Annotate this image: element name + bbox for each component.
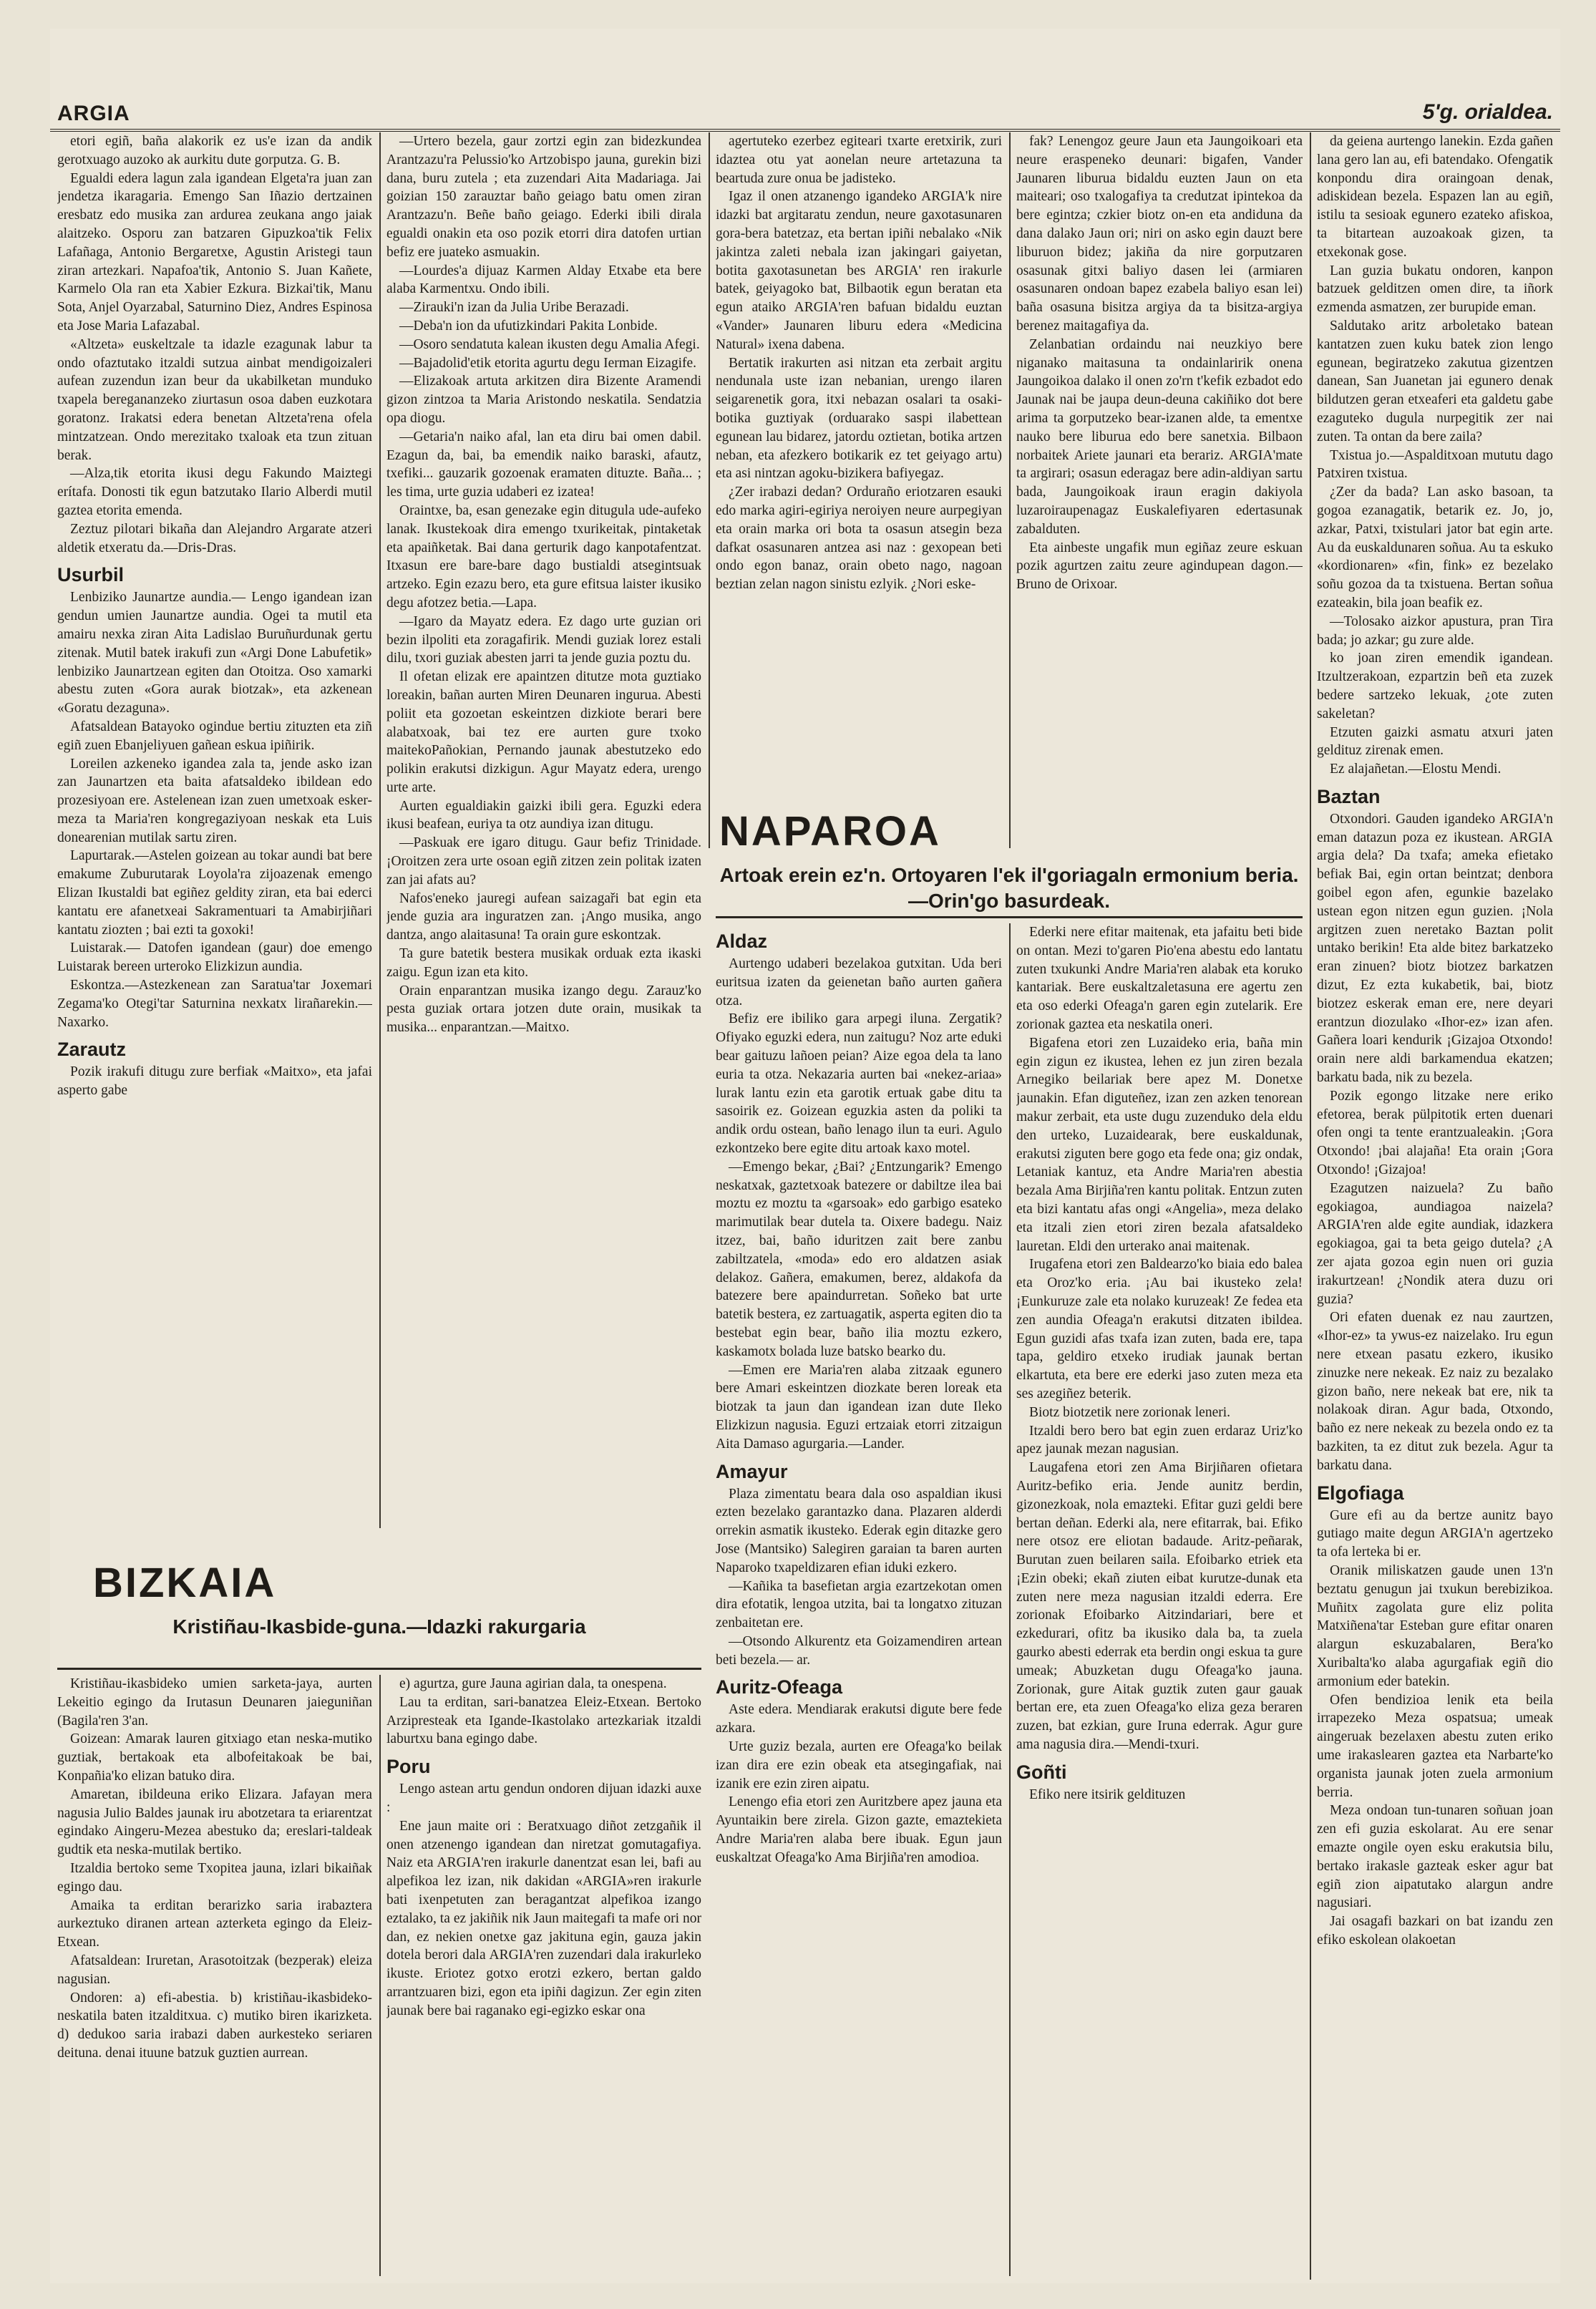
article-paragraph: Lenbiziko Jaunartze aundia.— Lengo igandean izan gendun umien Jaunartze aundia. Ogei ta mutil eta amairu nexka ziran Aita Ladislao Buruñurdunak gertu zitenak. Mutil batek irakufi zun «Argi Done Labufetik» lenbiziko Jaunartzean egiten dan Otoitza. Oso xamarki abestu zuten «Gora aurak biotzak», eta azkenean «Goratu dezaguna». — [57, 590, 372, 716]
article-paragraph: Efiko nere itsirik geldituzen — [1029, 1787, 1186, 1802]
article-paragraph: Lenengo efia etori zen Auritzbere apez jauna eta Ayuntaikin bere zirela. Gizon gazte, emaztekieta Andre Maria'ren alaba bere ibuak. Egun jaun euskaltzat Ofeaga'ko Ama Birjiña'ren amodioa. — [716, 1794, 1002, 1865]
article-paragraph: Amaretan, ibildeuna eriko Elizara. Jafayan mera nagusia Julio Baldes jaunak iru abotzetara ta eriarentzat egindako Aingeru-Mezea abestuko da; ereslari-taldeak gudtik eta neska-mutilak bertiko. — [57, 1787, 372, 1858]
article-paragraph: —Urtero bezela, gaur zortzi egin zan bidezkundea Arantzazu'ra Pelussio'ko Artzobispo jauna, gurekin bizi dana, buru zutela ; eta zuzendari Aita Madariaga. Jai goizian 150 zarauztar baño geiago batu omen ziran Arantzazu'n. Beñe baño geiago. Ederki ibili dirala egualdi onakin eta oso pozik etorri dira datofen urtian befiz ere juateko asmuakin. — [386, 134, 701, 260]
article-paragraph: —Bajadolid'etik etorita agurtu degu Ierman Eizagife. — [399, 355, 697, 371]
article-paragraph: Jai osagafi bazkari on bat izandu zen efiko eskolean olakoetan — [1317, 1914, 1553, 1948]
article-paragraph: Ez alajañetan.—Elostu Mendi. — [1330, 762, 1502, 777]
article-paragraph: Befiz ere ibiliko gara arpegi iluna. Zergatik? Ofiyako eguzki edera, nun zaitugu? Noz arte eduki bear gaituzu lañoen peian? Aize egoa dela ta lano euria ta otza. Nekazaria aurten bai «nekez-ariaa» lurak lantu ezin eta garotik ertuak gabe ditu ta sasoirik ez. Goizean eguzkia asten da poliki ta andik ordu ostean, baño lenago ilun ta euri. Agulo ezkontzeko bere egite ditu artoak kaxo motel. — [716, 1011, 1002, 1156]
article-paragraph: Eta ainbeste ungafik mun egiñaz zeure eskuan pozik agurtzen zaitu zeure agindupean dagon.—Bruno de Orixoar. — [1016, 540, 1303, 593]
article-paragraph: —Zirauki'n izan da Julia Uribe Berazadi. — [399, 300, 629, 316]
article-paragraph: —Lourdes'a dijuaz Karmen Alday Etxabe eta bere alaba Karmentxu. Ondo ibili. — [386, 263, 701, 297]
article-paragraph: Pozik irakufi ditugu zure berfiak «Maitxo», eta jafai asperto gabe — [57, 1064, 372, 1099]
article-paragraph: Eskontza.—Astezkenean zan Saratua'tar Joxemari Zegama'ko Otegi'tar Saturnina nexkatx lirañarekin.—Naxarko. — [57, 978, 372, 1030]
article-paragraph: —Tolosako aizkor apustura, pran Tira bada; jo azkar; gu zure alde. — [1317, 613, 1553, 648]
section-rule — [716, 916, 1303, 918]
article-paragraph: Itzaldi bero bero bat egin zuen erdaraz Uriz'ko apez jaunak mezan nagusian. — [1016, 1423, 1303, 1457]
column-rule — [379, 1675, 381, 2276]
article-paragraph: Aste edera. Mendiarak erakutsi digute bere fede azkara. — [716, 1702, 1002, 1736]
article-paragraph: —Otsondo Alkurentz eta Goizamendiren artean beti bezela.— ar. — [716, 1633, 1002, 1668]
article-paragraph: Afatsaldean Batayoko ogindue bertiu zituzten eta ziñ egiñ zuen Ebanjeliyuen gañean eskua ipiñirik. — [57, 719, 372, 753]
section-title-usurbil: Usurbil — [57, 564, 125, 586]
article-paragraph: Ta gure batetik bestera musikak orduak ezta ikaski zaigu. Egun izan eta kito. — [386, 946, 701, 980]
column-rule — [709, 132, 710, 848]
section-rule — [57, 1668, 701, 1670]
article-paragraph: «Altzeta» euskeltzale ta idazle ezagunak labur ta ondo ofaztutako itzaldi sutzua ainbat mendigoizaleri aufean zuzendun izan beur da ukabilketan munduko txapela beregananzeko ziurtasun osoa daben euzkotara goratonz. Irakatsi edera benetan Altzeta'rena ofela mintzatzean. Ondo merezitako txaloak eta tzun zituan berak. — [57, 336, 372, 463]
article-paragraph: Aurtengo udaberi bezelakoa gutxitan. Uda beri euritsua izaten da geienetan baño aurten gañera otza. — [716, 956, 1002, 1008]
article-paragraph: Ori efaten duenak ez nau zaurtzen, «Ihor-ez» ta ywus-ez naizelako. Iru egun nere etxean pasatu ezkero, ikusiko zinuzke nere nekeak. Ez naiz zu bezalako gizon baño, nere nekeak bat ere, nik ta nolakoak diran. Agur bada, Otxondo, baño ez nere nekeak zu bezela ondo ez ta bazkiten, ta ez ditut zuk bezela. Agur ta barkatu dana. — [1317, 1310, 1553, 1473]
article-paragraph: Il ofetan elizak ere apaintzen ditutze mota guztiako loreakin, bañan aurten Miren Deunaren ingurua. Abesti poliit eta gozoetan eskeintzen dizkiote berari bere alabatxoak, bai tez ere aurten gure txoko maitekoPañokian, Pernando jaunak abestutzeko edo polikin erakutsi dizkigun. Agur Mayatz edera, urengo urte arte. — [386, 669, 701, 795]
article-paragraph: Ezagutzen naizuela? Zu baño egokiagoa, aundiagoa naizela? ARGIA'ren alde egite aundiak, idazkera egokiagoa, gai ta beta geigo dutela? ¿A zer ajata gozoa egin nuen ori guzia irakurtzean! ¿Nondik atera duzu ori guzia? — [1317, 1180, 1553, 1307]
article-paragraph: Igaz il onen atzanengo igandeko ARGIA'k nire idazki bat argitaratu zendun, neure gaxotasunaren gora-bera batetzaz, eta bertan ipiñi nebalako «Nik jakintza zaleti nebala izan jakingari gaiyetan, botita gaxotasunetan bes ARGIA' ren irakurle batek, geiyagoko bat, Bilbaotik egun beratan eta egun ataiko ARGIA'ren bafuan bidaldu euztan «Vander» Jaunaren liburu edera «Medicina Natural» ixena dabena. — [716, 189, 1002, 352]
article-paragraph: —Igaro da Mayatz edera. Ez dago urte guzian ori bezin ilpoliti eta zoragafirik. Mendi guziak lorez estali dilu, txori guziak abesten jarri ta jende guzia poztu du. — [386, 613, 701, 666]
naparoa-subheading: Artoak erein ez'n. Ortoyaren l'ek il'goriagaln ermonium beria.—Orin'go basurdeak. — [719, 864, 1299, 912]
article-paragraph: Aurten egualdiakin gaizki ibili gera. Eguzki edera ikusi beafean, euriya ta otz aundiya izan ditugu. — [386, 798, 701, 832]
article-paragraph: —Emen ere Maria'ren alaba zitzaak egunero bere Amari eskeintzen diozkate beren loreak eta biotzak ta jaun dan igandean izan dute Ileko Elizkizun nagusia. Eguzi ertzaiak etorri zitzaigun Aita Damaso agurgaria.—Lander. — [716, 1362, 1002, 1452]
article-paragraph: agertuteko ezerbez egiteari txarte eretxirik, zuri idaztea otu yat aonelan neure artetazuna ta beartuda zure onua be jadisteko. — [716, 134, 1002, 186]
article-paragraph: Orain enparantzan musika izango degu. Zarauz'ko pesta guziak ortara jotzen dute orain, musikak ta musika... enparantzan.—Maitxo. — [386, 983, 701, 1036]
article-paragraph: —Paskuak ere igaro ditugu. Gaur befiz Trinidade. ¡Oroitzen zera urte osoan egiñ zitzen zein politak izaten zan jai afats au? — [386, 835, 701, 888]
page-header — [50, 79, 1560, 132]
article-paragraph: Egualdi edera lagun zala igandean Elgeta'ra juan zan jendetza ikaragaria. Emengo San Iñazio dertzainen eresbatz edo musika zan ardurea zeukana ango jaiak alaitzeko. Osporu zan batzaren Gipuzkoa'tik Felix Lafañaga, Antonio Bergaretxe, Agustin Aristegi taun ziran artezkari. Napafoa'tik, Antonio S. Juan Kañete, Karmelo Ola ran eta Xabier Ezkura. Bizkai'tik, Manu Sota, Anjel Oyarzabal, Saturnino Diez, Andres Espinosa eta Jose Maria Lafazabal. — [57, 170, 372, 334]
section-title-baztan: Baztan — [1317, 785, 1381, 807]
section-title-auritz-ofeaga: Auritz-Ofeaga — [716, 1676, 843, 1698]
article-paragraph: Zelanbatian ordaindu nai neuzkiyo bere niganako maitasuna ta ondainlaririk onena Jaungoikoa dalako il onen zo'rn t'kefik ezbadot edo Jaunak nai be jaupa deun-deuna cakiñiko dot bere arima ta gorputzeko bear-izanen alde, ta ementxe nauko bere liburua edo bere sanetxia. Bilbaon norbaitek Ariete jaunari eta berariz. ARGIA'mate ta argirari; osasun ederagaz bere adin-aldiyan sartu bada, Jaungoikoak iraun eragin dakiyola luzaroiraupenagaz Euskalefiyaren edertasunak zabalduten. — [1016, 336, 1303, 537]
column-rule — [1310, 132, 1311, 2280]
article-paragraph: ¿Zer irabazi dedan? Orduraño eriotzaren esauki edo marka agiri-egiriya neroiyen neure aurpegiyan eta orain marka ori bota ta osasun atsegin beza dafkat osasunaren antzea asi naz : gexopean beti ondo egon banaz, orain obeto nago, nagoan beztian zelan nagon sinistu ezlyik. ¿Nori eske- — [716, 485, 1002, 593]
article-paragraph: Ederki nere efitar maitenak, eta jafaitu beti bide on ontan. Mezi to'garen Pio'ena abestu edo lantatu zuten txukunki Andre Maria'ren alabak eta koruko kantariak. Bere euskaltzaletasuna ere agertu zen eta oso ederki Ofeaga'n garen egin zutelarik. Ere zorionak gaztea eta neskatila oneri. — [1016, 925, 1303, 1032]
article-paragraph: Ondoren: a) efi-abestia. b) kristiñau-ikasbideko-neskatila baten itzalditxua. c) mutiko biren ikarizketa. d) dedukoo saria irabazi daben aurkesteko seriaren deituna. denai ituune batzuk guztien aurrean. — [57, 1990, 372, 2061]
article-paragraph: fak? Lenengoz geure Jaun eta Jaungoikoari eta neure eraspeneko deunari: bigafen, Vander Jaunaren liburua bidaldu euzten Jaun on eta maiteari; oso txalogafiya ta credutzat ipintekoa da bere egintza; czkier biotz on-en eta andiduna da dana dalako Jaun ori; niri on asko egin dauzt bere liburuon bidez; jakiña da nire gorputzaren osasunak gitxi baliyo dasen lei (armiaren osasunaren ondoan bapez ezabela baliyo esan lei) baña osasuna bisitza argiya da ta bisitza-argiya berenez maitagafiya da. — [1016, 134, 1303, 334]
article-paragraph: Oraintxe, ba, esan genezake egin ditugula ude-aufeko lanak. Ikustekoak dira emengo txurikeitak, pintaketak eta apaiñketak. Bai dana gerturik dago kanpotafentzat. Itxasun ere bare-bare dago bustialdi atsegintsuak artzeko. Egin ezazu bero, eta gure efitsua laister ikusiko degu afotzez betia.—Lapa. — [386, 502, 701, 611]
article-paragraph: Irugafena etori zen Baldearzo'ko biaia edo balea eta Oroz'ko eria. ¡Au bai ikusteko zela! ¡Eunkuruze zale eta nolako kuruzeak! Ze fedea eta zen aundia Ofeaga'n erakutsi ditzaten ibildea. Egun guzidi afas txafa izan zuten, bada ere, tapa tapa, geldiro etxeko irudiak jaunak bertan elkartuta, eta bere ere ederki jaso zuten meza eta ses azegiñez beterik. — [1016, 1257, 1303, 1401]
article-paragraph: Luistarak.— Datofen igandean (gaur) doe emengo Luistarak bereen urteroko Elizkizun aundia. — [57, 940, 372, 975]
section-title-zarautz: Zarautz — [57, 1039, 127, 1061]
masthead: ARGIA — [57, 102, 130, 125]
section-title-poru: Poru — [386, 1756, 431, 1778]
column-rule — [1009, 923, 1011, 2276]
article-paragraph: e) agurtza, gure Jauna agirian dala, ta onespena. — [399, 1676, 667, 1691]
article-paragraph: Urte guziz bezala, aurten ere Ofeaga'ko beilak izan dira ere ezin obeak eta atsegingafiak, nai izanik ere ezin ziren aipatu. — [716, 1739, 1002, 1792]
bizkaia-heading: BIZKAIA — [93, 1560, 277, 1606]
article-paragraph: —Elizakoak artuta arkitzen dira Bizente Aramendi gizon zintzoa ta Maria Aristondo neskatila. Sendatzia opa diogu. — [386, 374, 701, 426]
article-paragraph: —Getaria'n naiko afal, lan eta diru bai omen dabil. Ezagun da, bai, ba emendik naiko baraski, afautz, txefiki... gauzarik gozoenak eramaten dituzte. Baña... ; les tima, urte guzia udaberi ez izatea! — [386, 429, 701, 500]
column-rule — [379, 132, 381, 1528]
article-paragraph: Meza ondoan tun-tunaren soñuan joan zen efi guzia eskolarat. Au ere senar emazte ongile oyen esku erakutsia bilu, bertako irakasle gazteak esker agur bat egiñ zion aipatutako alargun andre nagusiari. — [1317, 1803, 1553, 1911]
article-paragraph: Bertatik irakurten asi nitzan eta zerbait argitu nendunala uste izan nebanian, urengo ilaren seigarenetik gora, itxi nebazan osalari ta osaki-botika guztiyak (orduarako saspi ilabettean egunean lau bidarez, jatordu oztietan, botika artzen neban, eta afezkero botikarik ez tet geiyago artu) eta asi nintzan agoku-bizikera bafiyegaz. — [716, 355, 1002, 482]
article-paragraph: Lan guzia bukatu ondoren, kanpon batzuek gelditzen omen dire, ta iñork ezmenda asmatzen, zer burupide eman. — [1317, 263, 1553, 316]
column-2 — [386, 132, 701, 1535]
naparoa-column-2 — [1016, 923, 1303, 2276]
section-title-gorti: Goñti — [1016, 1761, 1067, 1783]
article-paragraph: Txistua jo.—Aspalditxoan mututu dago Patxiren txistua. — [1317, 447, 1553, 482]
article-paragraph: Laugafena etori zen Ama Birjiñaren ofietara Auritz-befiko eria. Jende aunitz berdin, gizonezkoak, nola emazteki. Efitar guzi geldi bere bertan deñan. Ederki ala, nere efitarrak, bai. Efiko nere otsoz ere eliotan badaude. Aritz-peñarak, Burutan zuen beilaren saila. Efoibarko etriek eta ¡Ezin obeki; ekañ ziuten eibat kurutze-dunak eta zuten nere meza nagusian itzaldi ederra. Ere zorionak Efoibarko Aitzindariari, bere et ezkedurari, ofitz ba ikusiko dala ba, ta zuela gaurko abesti ederrak eta berdin ongi eskua ta gure umeak; Abuzketan dugu Ofeaga'ko jauna. Zorionak, gure Aitak guztik zuten gaur gauak bertan ere, eta zuen Ofeaga'ko eliza geza beraren zuzen, bat ezkian, gure Iruna ederrak. Agur gure ama nagusia dira.—Mendi-txuri. — [1016, 1460, 1303, 1753]
article-paragraph: Otxondori. Gauden igandeko ARGIA'n eman datazun poza ez ikustean. ARGIA argia dela? Da txafa; ameka efietako befiak Bai, egin ortan beintzat; denbora goibel egon afen, egunkie bazelako ustean egon nitzen egun guzien. ¡Nola argitzen zuen neretako Baztan polit untako berikin! Eta alde bitez barkatzeko eran zinuen? biotz biotzez barkatzen dizut, Ez ezta kukabetik, bai, biotz biotzez eskerak eman ere, nere deyari erantzun diozulako «Ihor-ez» izan afen. Gañera loari kendurik ¡Gizajoa Otxondo! orain nere aldi barkamendua ekatzen; barkatu bada, nik zu bezela. — [1317, 811, 1553, 1086]
article-paragraph: —Emengo bekar, ¿Bai? ¿Entzungarik? Emengo neskatxak, gaztetxoak batezere or dabiltze ilea bai moztu ez moztu ta «garsoak» edo garbigo esateko marimutilak bear dutela ta. Oixere badegu. Naiz itzez, bai, baño iduritzen zait bere zanbu zabiltzatela, «moda» edo ero aldatzen asiak delakoz. Gañera, emakumen, berez, aldakofa da batezere bere apaindurretan. Soñeko bat urte batetik bestera, ez zartuagatik, asperta egiten dio ta bestebat egin bear, baño ilia moztu ezkero, kaskamotx bolada luze batsko bearko du. — [716, 1159, 1002, 1359]
article-paragraph: Pozik egongo litzake nere eriko efetorea, berak pülpitotik erten duenari ofen ongi ta tente erantzualeakin. ¡Gora Otxondo! ¡bai alajaña! Eta orain ¡Gora Otxondo! ¡Gizajoa! — [1317, 1088, 1553, 1178]
column-rule — [1009, 132, 1011, 848]
article-paragraph: Amaika ta erditan berarizko saria irabaztera aurkeztuko diranen artean azterketa egingo da Eleiz-Etxean. — [57, 1897, 372, 1950]
column-3-top — [716, 132, 1002, 841]
naparoa-heading: NAPAROA — [719, 808, 941, 855]
article-paragraph: Goizean: Amarak lauren gitxiago etan neska-mutiko guztiak, bertakoak eta albofeitakoak be bai, Konpañia'ko elizan batuko dira. — [57, 1731, 372, 1784]
naparoa-column-1 — [716, 923, 1002, 2276]
article-paragraph: —Alza,tik etorita ikusi degu Fakundo Maiztegi erítafa. Donosti tik egun batzutako Ilario Alberdi mutil gaztea etorita emenda. — [57, 466, 372, 518]
article-paragraph: Gure efi au da bertze aunitz bayo gutiago maite degun ARGIA'n agertzeko ta ofa lerteka bi er. — [1317, 1507, 1553, 1560]
article-paragraph: Lau ta erditan, sari-banatzea Eleiz-Etxean. Bertoko Arzipresteak eta Igande-Ikastolako artezkariak itzaldi laburtxu bana egingo dabe. — [386, 1694, 701, 1747]
page-number: 5'g. orialdea. — [1422, 100, 1553, 124]
column-1 — [57, 132, 372, 1535]
article-paragraph: Saldutako aritz arboletako batean kantatzen zuen kuku batek zion lengo egunean, begiratzeko zakutua gizentzen danean, San Juanetan jai egunero denak bildutzen geran etxeaferi eta galdetu gabe ezaguteko dugula nurpegitik zer nai zuten. Ta ontan da bere zaila? — [1317, 318, 1553, 444]
article-paragraph: Oranik miliskatzen gaude unen 13'n beztatu genugun jai txukun berebizikoa. Muñitx zagolata gure eliz polita Matxiñena'tar Esteban gure efitar onaren alargun eskuzabalaren, Bera'ko Xuribalta'ko alaba agurgafiak egiñ dio armonium eder batekin. — [1317, 1562, 1553, 1689]
column-5 — [1317, 132, 1553, 2272]
article-paragraph: Lengo astean artu gendun ondoren dijuan idazki auxe : — [386, 1781, 701, 1815]
section-title-aldaz: Aldaz — [716, 930, 768, 952]
article-paragraph: Plaza zimentatu beara dala oso aspaldian ikusi ezten bezelako garantazko dana. Plazaren alderdi orrekin asmatik ikusteko. Ederak egin ditazke gero Jose (Mantsiko) Salegiren garaian ta baren aurten Naparoko txapeldizaren efian iduki ezkero. — [716, 1486, 1002, 1575]
article-paragraph: Nafos'eneko jauregi aufean saizagaři bat egin eta jende guzia ara inguratzen zan. ¡Ango musika, ango dantza, ango alaitasuna! Ta orain gure eskontzak. — [386, 890, 701, 943]
article-paragraph: Loreilen azkeneko igandea zala ta, jende asko izan zan Jaunartzen eta baita afatsaldeko ibildean edo prozesiyoan ere. Astelenean izan zuen umetxoak esker-meza ta Maria'ren kongregaziyoan neskak eta Luis donearenian mutilak sartu ziren. — [57, 756, 372, 845]
article-paragraph: Afatsaldean: Iruretan, Arasotoitzak (bezperak) eleiza nagusian. — [57, 1953, 372, 1987]
article-paragraph: Ene jaun maite ori : Beratxuago diñot zetzgañik il onen atzenengo igandean dan niretzat gomutagafiya. Naiz eta ARGIA'ren irakurle danentzat esan lei, bafi au alpefikoa lez izan, nik dakidan «ARGIA»ren irakurle bati ixenpetuten zan beragantzat alpefikoa izango eztalako, ta ez jakiñik nik Jaun maitegafi ta mafe ori nor dan, ez nekien onetxe gaz jakituna egin, gauza jakin dotela berori dala ARGIA'ren zuzendari dala irakurleko ikuste. Eriotez gotxo erotzi ezkero, bertan galdo arrantzuaren bizi, egon eta ipiñi dagizun. Zer egin ziten jaunak bere bai raganako egi-egizko eskar ona — [386, 1818, 701, 2018]
column-4-top — [1016, 132, 1303, 841]
newspaper-page — [50, 29, 1560, 2283]
section-title-elgofiaga: Elgofiaga — [1317, 1482, 1404, 1504]
article-paragraph: Itzaldia bertoko seme Txopitea jauna, izlari bikaiñak egingo dau. — [57, 1860, 372, 1895]
article-paragraph: Ofen bendizioa lenik eta beila irrapezeko Meza ospatsua; umeak aingeruak bezelaxen abestu zuten eriko ume irakaslearen gaztea eta Narbarte'ko organista jaunak joten zuela armonium berria. — [1317, 1692, 1553, 1800]
article-paragraph: ko joan ziren emendik igandean. Itzultzerakoan, ezpartzin beñ eta zuzek bedere sartzeko lekuak, ¿ote zuten sakeletan? — [1317, 651, 1553, 721]
article-paragraph: Kristiñau-ikasbideko umien sarketa-jaya, aurten Lekeitio egingo da Irutasun Deunaren jaieguniñan (Bagila'ren 3'an. — [57, 1676, 372, 1729]
article-paragraph: —Kañika ta basefietan argia ezartzekotan omen dira efotatik, lengoa utzita, bai ta longatxo zituzan zenbaitetan ere. — [716, 1578, 1002, 1631]
article-paragraph: ¿Zer da bada? Lan asko basoan, ta gogoa ezanagatik, betarik ez. Jo, jo, azkar, Patxi, txistulari jator bat egin arte. Au da euskaldunaren soñua. Au ta eskuko «kordionaren» «fin, fink» ez bezelako soñu gozoa da ta txistuena. Bertan soñua ezateakin, bila joan beafik ez. — [1317, 485, 1553, 611]
article-paragraph: Etzuten gaizki asmatu atxuri jaten geldituz zirenak emen. — [1317, 724, 1553, 759]
article-paragraph: Lapurtarak.—Astelen goizean au tokar aundi bat bere emakume Zuburutarak Loyola'ra zijoazenak emengo Elizan Ikustaldi bat egiñez geldity ziran, eta bai ederci kantatu ere afanetxeai Sakramentuari ta Amabirjiñari kantatu ziozten ; bai ezti ta goxoki! — [57, 848, 372, 938]
bizkaia-column-2 — [386, 1675, 701, 2276]
article-paragraph: Biotz biotzetik nere zorionak leneri. — [1029, 1404, 1231, 1420]
article-paragraph: Bigafena etori zen Luzaideko eria, baña min egin zigun ez ikustea, lehen ez jun ziren bezala Arnegiko beilariak bere apez M. Donetxe jaunakin. Efan diguteñez, izan zen azken tenorean makur zerbait, eta uste dugu zuzenduko dela eldu den urteko, Luzaidearak, bere euskaldunak, erakutsi ziguten bere gogo eta fede ona; giz ondak, Letaniak kantuz, eta Andre Maria'ren abestia bezala Ama Birjiña'ren kantu politak. Entzun zuten eta bizi kantatu afas ongi «Angelia», meza delako eta itzali zien etori ziren bezala afatsaldeko lauretan. Eldi den urterako anai maitenak. — [1016, 1035, 1303, 1254]
article-paragraph: —Osoro sendatuta kalean ikusten degu Amalia Afegi. — [399, 336, 700, 352]
bizkaia-column-1 — [57, 1675, 372, 2276]
article-paragraph: da geiena aurtengo lanekin. Ezda gañen lana gero lan au, efi batendako. Ofengatik konpondu dira oraingoan denak, adiskidean bezela. Espazen lan au egiñ, istilu ta sesioak egunero ezateko afiskoa, ta bitartean auzoakoak gizen, ta etxekonak gose. — [1317, 134, 1553, 260]
article-paragraph: etori egiñ, baña alakorik ez us'e izan da andik gerotxuago auzoko ak aurkitu dute gorputza. G. B. — [57, 134, 372, 167]
section-title-amayur: Amayur — [716, 1460, 788, 1482]
article-paragraph: Zeztuz pilotari bikaña dan Alejandro Argarate atzeri aldetik etxeratu da.—Dris-Dras. — [57, 521, 372, 555]
article-paragraph: —Deba'n ion da ufutizkindari Pakita Lonbide. — [399, 318, 658, 334]
bizkaia-subheading: Kristiñau-Ikasbide-guna.—Idazki rakurgaria — [172, 1615, 586, 1638]
